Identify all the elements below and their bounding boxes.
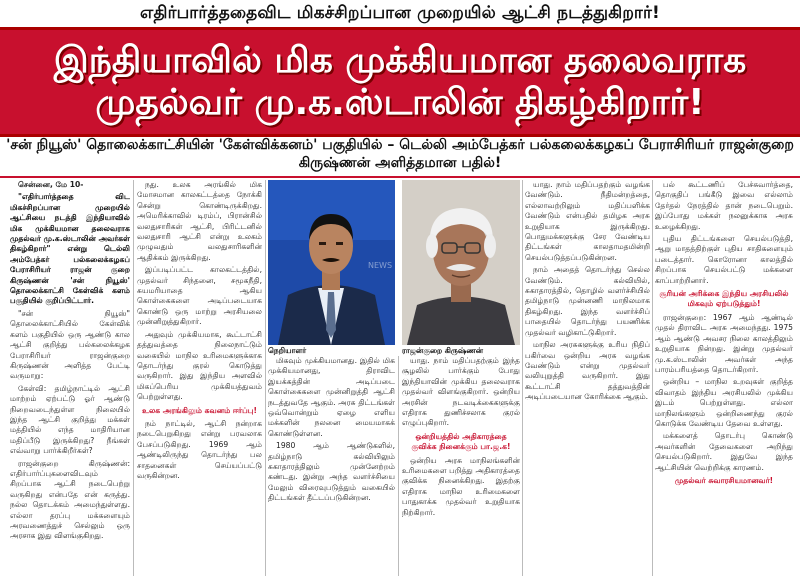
professor-illustration	[402, 180, 520, 345]
article-column-4	[402, 356, 520, 578]
paragraph: ஒன்றிய அரசு மாநிலங்களின் உரிமைகளை பறித்து அதிகாரத்தை குவிக்க நினைக்கிறது. இதற்கு எதிராக மாநில உரிமைகளை பாதுகாக்க முதல்வர் உறுதியாக நிற்கிறார்.	[402, 455, 520, 517]
paragraph: நம் நாட்டில், ஆட்சி நன்றாக நடைபெறுகிறது என்று பரவலாக பேசப்படுகிறது. 1969 ஆம் ஆண்டிலிருந்து தொடர்ந்து பல சாதனைகள் செய்யப்பட்டு வருகின்றன.	[137, 418, 262, 480]
paragraph: ராஜன்குறை கிருஷ்ணன்: எதிர்பார்ப்புகளைவிடவும் சிறப்பாக ஆட்சி நடைபெற்று வருகிறது என்பதே என் கருத்து. நல்ல தொடக்கம் அமைந்துள்ளது. எல்லா தரப்பு மக்களையும் அரவணைத்துச் செல்லும் ஒரு அரசாக இது விளங்குகிறது.	[10, 458, 130, 541]
photo-caption: ராஜன்குறை கிருஷ்ணன்	[402, 346, 484, 355]
paragraph: நாம் அதைத் தொடர்ந்து செல்ல வேண்டும். கல்வியில், சுகாதாரத்தில், தொழில் வளர்ச்சியில் தமிழ்நாடு முன்னணி மாநிலமாக திகழ்கிறது. இந்த வளர்ச்சிப் பாதையில் தொடர்ந்து பயணிக்க முதல்வர் வழிகாட்டுகிறார்.	[525, 265, 650, 337]
photo-caption: நெறியாளர்	[268, 346, 307, 355]
paragraph: "சன் நியூஸ்" தொலைக்காட்சியில் கேள்விக் களம் பகுதியில் ஒரு ஆண்டு கால ஆட்சி குறித்து பல்கலைக்கழக பேராசிரியர் ராஜன்குறை கிருஷ்ணன் அளித்த பேட்டி வருமாறு:	[10, 308, 130, 381]
crosshead: முதல்வர் சுவாரசியமானவர்!	[674, 475, 774, 485]
paragraph: யாது. நாம் மதிப்பதற்கும் இந்த சூழலில் பார்க்கும் போது இந்தியாவின் முக்கிய தலைவராக முதல்வர் விளங்குகிறார். ஒன்றிய அரசின் நடவடிக்கைகளுக்கு எதிராக துணிச்சலாக குரல் எழுப்புகிறார்.	[402, 356, 520, 428]
crosshead: உலக அரங்கிலும் கவனம் ஈர்ப்பு!	[142, 405, 257, 415]
paragraph: புதிய திட்டங்களை செயல்படுத்தி, ஆறு மாதத்திற்குள் புதிய சாதிகளையும் படைத்தார். கொரோனா காலத்தில் சிறப்பாக செயல்பட்டு மக்களை காப்பாற்றினார்.	[655, 234, 793, 285]
paragraph: யாது. நாம் மதிப்பதற்கும் வழங்க வேண்டும். நீதிமன்றத்தை, எல்லாவற்றிலும் மதிப்பளிக்க வேண்டும் என்பதில் தமிழக அரசு உறுதியாக இருக்கிறது. பொதுமக்களுக்கு சேர வேண்டிய திட்டங்கள் காலதாமதமின்றி செயல்படுத்தப்படுகின்றன.	[525, 180, 650, 262]
subheadline	[0, 134, 800, 178]
paragraph: கேள்வி: தமிழ்நாட்டில் ஆட்சி மாற்றம் ஏற்பட்டு ஓர் ஆண்டு நிறைவடைந்துள்ள நிலையில் இந்த ஆட்சி குறித்து மக்கள் மத்தியில் எந்த மாதிரியான மதிப்பீடு இருக்கிறது? நீங்கள் எவ்வாறு பார்க்கிறீர்கள்?	[10, 383, 130, 456]
paragraph: ஒன்றிய – மாநில உறவுகள் குறித்த விவாதம் இந்திய அரசியலில் முக்கிய இடம் பெற்றுள்ளது. எல்லா மாநிலங்களும் ஒன்றிணைந்து குரல் கொடுக்க வேண்டிய தேவை உள்ளது.	[655, 377, 793, 428]
article-column-3	[268, 356, 395, 578]
column-divider	[652, 180, 653, 576]
professor-photo	[402, 180, 520, 345]
article-column-1	[10, 180, 130, 578]
main-headline: இந்தியாவில் மிக முக்கியமான தலைவராக முதல்வர் மு.க.ஸ்டாலின் திகழ்கிறார்!	[53, 40, 747, 123]
paragraph: இப்படிப்பட்ட காலகட்டத்தில், முதல்வர் சிந்தனை, சமூகநீதி, சுயமரியாதை ஆகிய கொள்கைகளை அடிப்படையாக கொண்டு ஒரு மாற்று அரசியலை முன்னிறுத்துகிறார்.	[137, 265, 262, 327]
anchor-photo	[268, 180, 395, 345]
column-divider	[522, 180, 523, 576]
paragraph: மாநில அரசுகளுக்கு உரிய நிதிப் பகிர்வை ஒன்றிய அரசு வழங்க வேண்டும் என்று முதல்வர் வலியுறுத்தி வருகிறார். இது கூட்டாட்சி தத்துவத்தின் அடிப்படையான கோரிக்கை ஆகும்.	[525, 340, 650, 402]
article-column-5	[525, 180, 650, 578]
kicker-headline: எதிர்பார்த்ததைவிட மிகச்சிறப்பான முறையில் ஆட்சி நடத்துகிறார்!	[139, 3, 661, 23]
lead-paragraph: "எதிர்பார்த்ததை விட மிகச்சிறப்பான முறையில் ஆட்சியை நடத்தி இந்தியாவில் மிக முக்கியமான தலைவராக முதல்வர் மு.க.ஸ்டாலின் அவர்கள் திகழ்கிறார்" என்று டெல்லி அம்பேத்கர் பல்கலைக்கழகப் பேராசிரியர் ராஜன் குறை கிருஷ்ணன் 'சன் நியூஸ்' தொலைக்காட்சி கேள்விக் களம் பகுதியில் குறிப்பிட்டார்.	[10, 192, 130, 306]
anchor-illustration	[268, 180, 395, 345]
column-divider	[133, 180, 134, 576]
paragraph: 1980 ஆம் ஆண்டுகளில், தமிழ்நாடு கல்வியிலும் சுகாதாரத்திலும் முன்னேற்றம் கண்டது. இன்று அந்த வளர்ச்சியை மேலும் விரைவுபடுத்தும் வகையில் திட்டங்கள் தீட்டப்படுகின்றன.	[268, 441, 395, 503]
paragraph: மிகவும் முக்கியமானது. இதில் மிக முக்கியமானது, திராவிட இயக்கத்தின் அடிப்படை கொள்கைகளை முன்னிறுத்தி ஆட்சி நடத்துவதே ஆகும். அரசு திட்டங்கள் ஒவ்வொன்றும் ஏழை எளிய மக்களின் நலனை மையமாகக் கொண்டுள்ளன.	[268, 356, 395, 438]
dateline: சென்னை, மே 10-	[18, 180, 84, 189]
paragraph: மக்களைத் தொடர்பு கொண்டு அவர்களின் தேவைகளை அறிந்து செயல்படுகிறார். இதுவே இந்த ஆட்சியின் வெற்றிக்கு காரணம்.	[655, 431, 793, 472]
crosshead: ஒன்றியத்தில் அதிகாரத்தை குவிக்க நினைக்கும் பா.ஜ.க!	[411, 431, 511, 452]
paragraph: பல் கூட்டணிப் பேச்சுவார்த்தை, தொகுதிப் பங்கீடு இவை எல்லாம் தேர்தல் நேரத்தில் தான் நடைபெறும். இப்போது மக்கள் நலனுக்காக அரசு உழைக்கிறது.	[655, 180, 793, 231]
watermark-text: NEWS	[368, 261, 393, 270]
crosshead: சூரியன் அரிக்கை இந்திய அரசியலில் மிகவும் ஏற்படுத்தும்!	[659, 289, 789, 309]
paragraph: அதுவும் முக்கியமாக, கூட்டாட்சி தத்துவத்தை நிலைநாட்டும் வகையில் மாநில உரிமைகளுக்காக தொடர்ந்து குரல் கொடுத்து வருகிறார். இது இந்திய அளவில் மிகப்பெரிய முக்கியத்துவம் பெற்றுள்ளது.	[137, 329, 262, 402]
column-divider	[265, 180, 266, 576]
subheadline-text: 'சன் நியூஸ்' தொலைக்காட்சியின் 'கேள்விக்கனம்' பகுதியில் – டெல்லி அம்பேத்கர் பல்கலைக்கழகப் பேராசிரியர் ராஜன்குறை கிருஷ்ணன் அளித்தமான பதில்!	[6, 137, 794, 171]
column-divider	[398, 356, 399, 576]
article-column-6	[655, 180, 793, 578]
article-column-2	[137, 180, 262, 578]
paragraph: ராஜன்குறை: 1967 ஆம் ஆண்டில் முதல் திராவிட அரசு அமைந்தது. 1975 ஆம் ஆண்டு அவசர நிலை காலத்திலும் உறுதியாக நின்றது. இன்று முதல்வர் மு.க.ஸ்டாலின் அவர்கள் அந்த பாரம்பரியத்தை தொடர்கிறார்.	[655, 312, 793, 374]
paragraph: நது. உலக அரங்கில் மிக மோசமான காலகட்டத்தை நோக்கி சென்று கொண்டிருக்கிறது. அமெரிக்காவில் டிரம்ப், பிரான்சில் வலதுசாரிகள் ஆட்சி, பிரிட்டனில் வலதுசாரி ஆட்சி என்று உலகம் முழுவதும் வலதுசாரிகளின் ஆதிக்கம் இருக்கிறது.	[137, 180, 262, 262]
main-headline-banner	[0, 27, 800, 137]
